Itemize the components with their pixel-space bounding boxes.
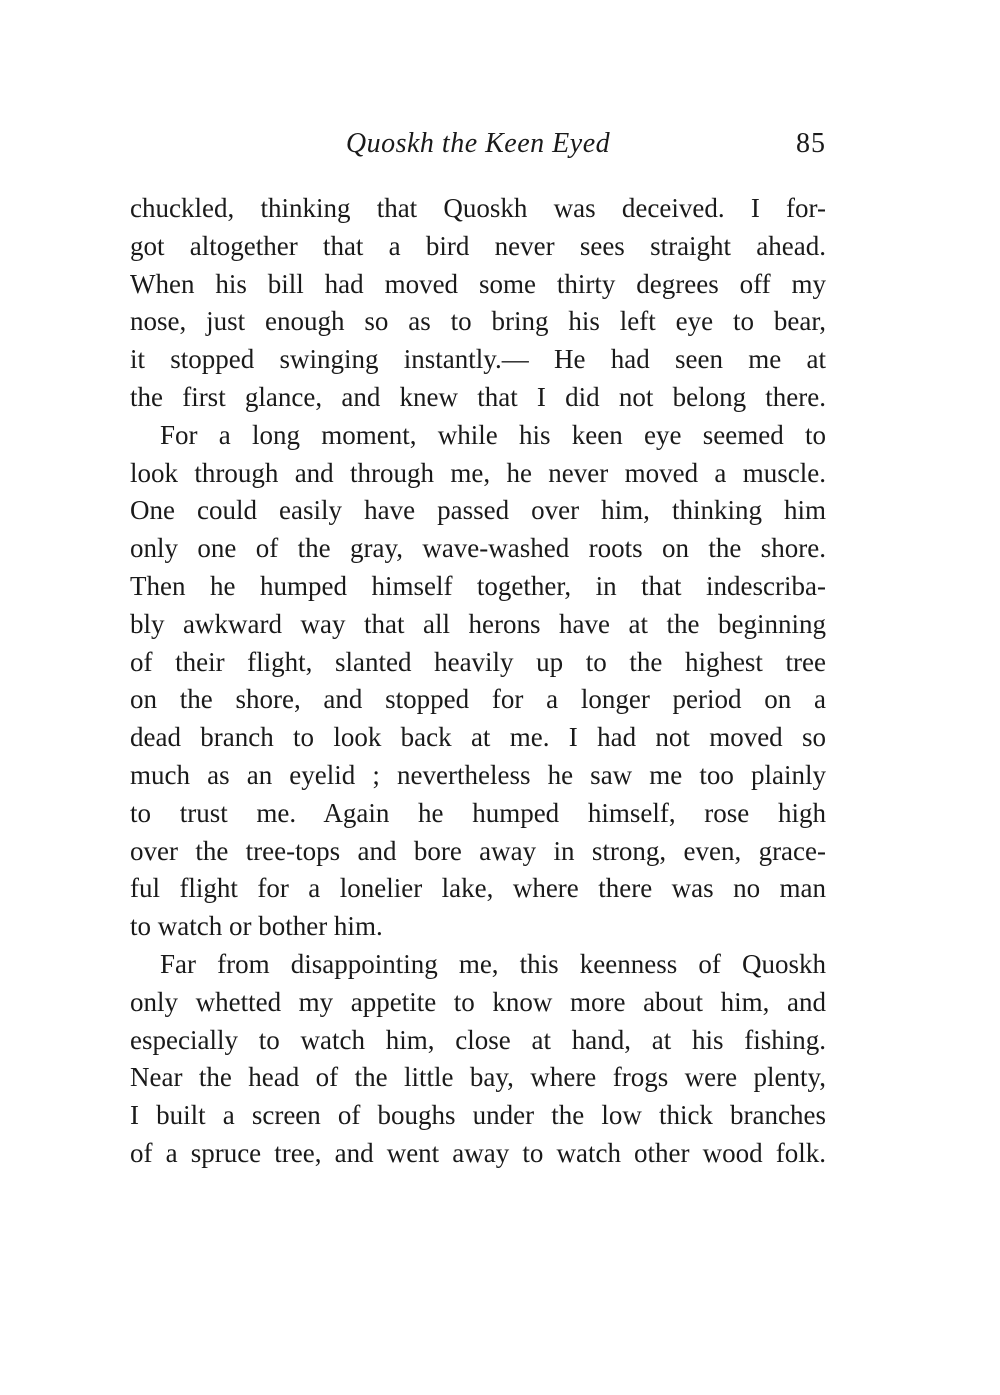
running-head	[130, 124, 826, 164]
text-line: For a long moment, while his keen eye seemed to	[160, 419, 826, 450]
text-line: the first glance, and knew that I did not belong there.	[130, 381, 826, 412]
text-line: chuckled, thinking that Quoskh was deceived. I for-	[130, 193, 826, 223]
text-line: Far from disappointing me, this keenness of Quoskh	[160, 948, 826, 979]
body-text	[130, 190, 826, 1173]
text-line: One could easily have passed over him, thinking him	[130, 495, 826, 526]
text-line: on the shore, and stopped for a longer period on a	[130, 684, 826, 715]
page-number: 85	[796, 128, 826, 159]
text-line: much as an eyelid ; nevertheless he saw me too plainly	[130, 759, 826, 790]
text-line: to trust me. Again he humped himself, rose high	[130, 797, 826, 828]
running-title: Quoskh the Keen Eyed	[345, 128, 611, 159]
text-line: got altogether that a bird never sees straight ahead.	[130, 230, 826, 261]
text-line: of their flight, slanted heavily up to the highest tree	[130, 646, 826, 677]
text-line: dead branch to look back at me. I had not moved so	[130, 722, 826, 753]
text-line: over the tree-tops and bore away in strong, even, grace-	[130, 835, 826, 866]
text-line: I built a screen of boughs under the low thick branches	[130, 1100, 826, 1131]
text-line: look through and through me, he never moved a muscle.	[130, 457, 826, 488]
text-line: Then he humped himself together, in that indescriba-	[130, 570, 826, 601]
text-line: especially to watch him, close at hand, at his fishing.	[130, 1024, 826, 1055]
text-line: When his bill had moved some thirty degrees off my	[130, 268, 826, 299]
text-line: only one of the gray, wave-washed roots on the shore.	[130, 533, 826, 564]
text-line: of a spruce tree, and went away to watch other wood folk.	[130, 1137, 826, 1168]
text-line: it stopped swinging instantly.— He had seen me at	[130, 344, 826, 375]
text-line: Near the head of the little bay, where frogs were plenty,	[130, 1062, 826, 1093]
text-line: ful flight for a lonelier lake, where there was no man	[130, 873, 826, 904]
text-line: only whetted my appetite to know more about him, and	[130, 986, 826, 1017]
text-line: to watch or bother him.	[130, 911, 383, 942]
text-line: bly awkward way that all herons have at the beginning	[130, 608, 826, 639]
text-line: nose, just enough so as to bring his left eye to bear,	[130, 306, 826, 337]
